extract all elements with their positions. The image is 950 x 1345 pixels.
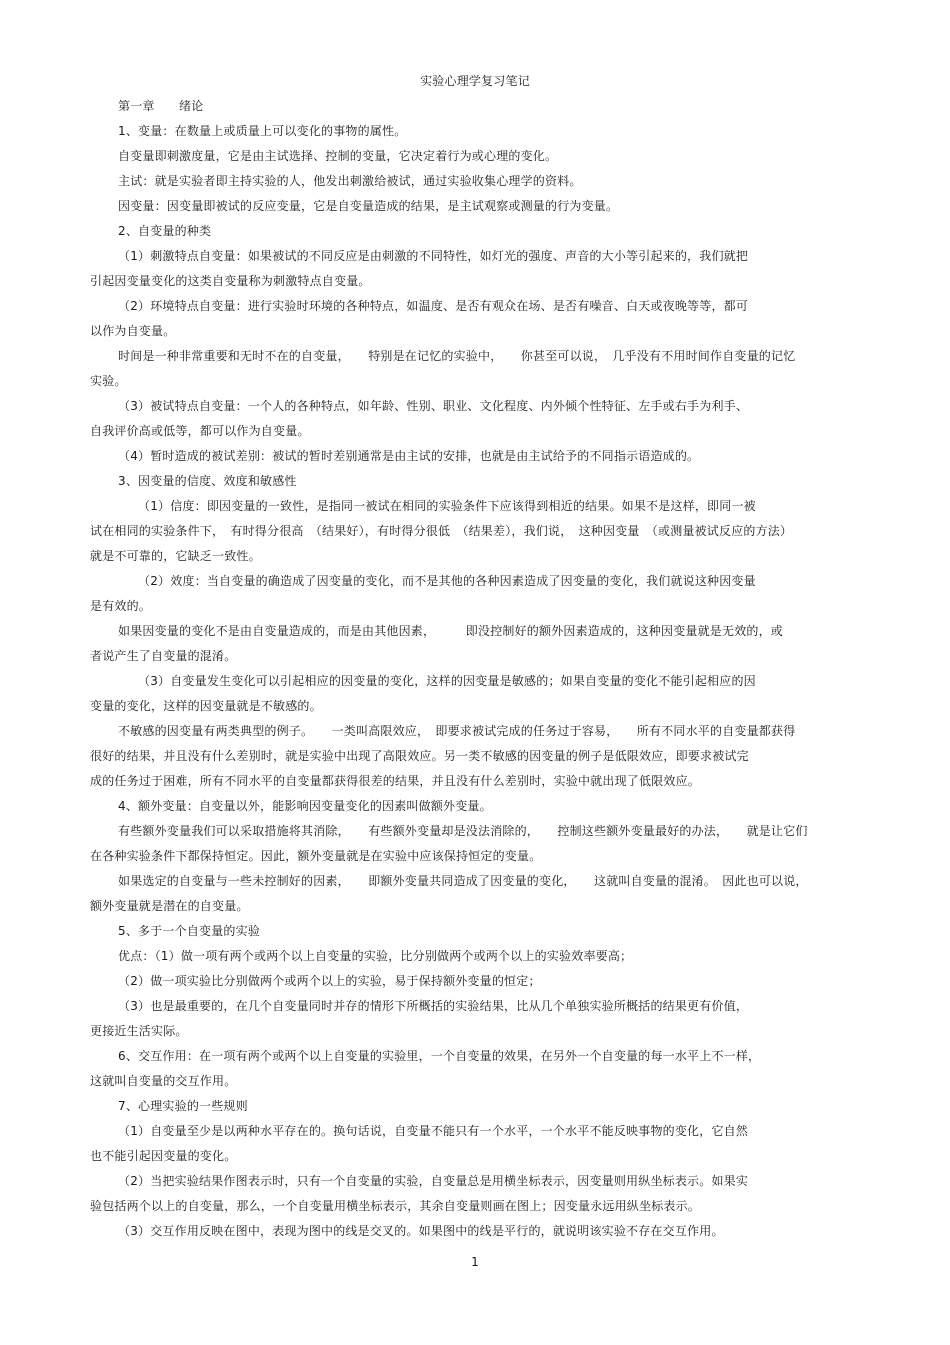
paragraph-line: （3）自变量发生变化可以引起相应的因变量的变化，这样的因变量是敏感的；如果自变量的变化不能引起相应的因 — [138, 674, 756, 688]
paragraph-line: （1）刺激特点自变量：如果被试的不同反应是由刺激的不同特性，如灯光的强度、声音的大小等引起来的，我们就把 — [118, 249, 749, 263]
paragraph-line: 更接近生活实际。 — [90, 1024, 188, 1038]
paragraph-line: （3）被试特点自变量：一个人的各种特点，如年龄、性别、职业、文化程度、内外倾个性特征、左手或右手为利手、 — [118, 399, 749, 413]
section-heading: 4、额外变量：自变量以外，能影响因变量变化的因素叫做额外变量。 — [118, 799, 492, 813]
paragraph-line: （2）做一项实验比分别做两个或两个以上的实验，易于保持额外变量的恒定； — [118, 974, 541, 988]
paragraph-line: 如果选定的自变量与一些未控制好的因素， 即额外变量共同造成了因变量的变化， 这就叫自变量的混淆。 因此也可以说， — [118, 874, 808, 888]
paragraph-line: 在各种实验条件下都保持恒定。因此，额外变量就是在实验中应该保持恒定的变量。 — [90, 849, 542, 863]
paragraph-line: 变量的变化，这样的因变量就是不敏感的。 — [90, 699, 322, 713]
paragraph-line: 成的任务过于困难，所有不同水平的自变量都获得很差的结果，并且没有什么差别时，实验中就出现了低限效应。 — [90, 774, 701, 788]
paragraph-line: （4）暂时造成的被试差别：被试的暂时差别通常是由主试的安排，也就是由主试给予的不同指示语造成的。 — [118, 449, 700, 463]
paragraph-line: （3）也是最重要的，在几个自变量同时并存的情形下所概括的实验结果，比从几个单独实验所概括的结果更有价值， — [118, 999, 749, 1013]
paragraph-line: （2）当把实验结果作图表示时，只有一个自变量的实验，自变量总是用横坐标表示，因变量则用纵坐标表示。如果实 — [118, 1174, 749, 1188]
paragraph-line: 以作为自变量。 — [90, 324, 176, 338]
paragraph-line: 有些额外变量我们可以采取措施将其消除， 有些额外变量却是没法消除的， 控制这些额外变量最好的办法， 就是让它们 — [118, 824, 808, 838]
paragraph-line: 很好的结果，并且没有什么差别时，就是实验中出现了高限效应。另一类不敏感的因变量的例子是低限效应，即要求被试完 — [90, 749, 749, 763]
section-heading: 7、心理实验的一些规则 — [118, 1099, 248, 1113]
paragraph-line: 自我评价高或低等，都可以作为自变量。 — [90, 424, 310, 438]
paragraph-line: 额外变量就是潜在的自变量。 — [90, 899, 249, 913]
document-title: 实验心理学复习笔记 — [420, 74, 530, 88]
paragraph-line: 就是不可靠的，它缺乏一致性。 — [90, 549, 261, 563]
paragraph-line: （1）信度：即因变量的一致性，是指同一被试在相同的实验条件下应该得到相近的结果。如果不是这样，即同一被 — [138, 499, 756, 513]
paragraph-line: 优点：（1）做一项有两个或两个以上自变量的实验，比分别做两个或两个以上的实验效率要高； — [118, 949, 633, 963]
section-heading: 6、交互作用：在一项有两个或两个以上自变量的实验里，一个自变量的效果，在另外一个自变量的每一水平上不一样， — [118, 1049, 761, 1063]
paragraph-line: 验包括两个以上的自变量，那么，一个自变量用横坐标表示，其余自变量则画在图上；因变量永远用纵坐标表示。 — [90, 1199, 701, 1213]
paragraph-line: （2）环境特点自变量：进行实验时环境的各种特点，如温度、是否有观众在场、是否有噪音、白天或夜晚等等，都可 — [118, 299, 749, 313]
section-heading: 2、自变量的种类 — [118, 224, 212, 238]
paragraph-line: 者说产生了自变量的混淆。 — [90, 649, 237, 663]
paragraph-line: 自变量即刺激度量，它是由主试选择、控制的变量，它决定着行为或心理的变化。 — [118, 149, 558, 163]
paragraph-line: 引起因变量变化的这类自变量称为刺激特点自变量。 — [90, 274, 371, 288]
section-heading: 5、多于一个自变量的实验 — [118, 924, 261, 938]
paragraph-line: 实验。 — [90, 374, 127, 388]
paragraph-line: 是有效的。 — [90, 599, 152, 613]
page-number: 1 — [471, 1255, 479, 1269]
paragraph-line: 主试：就是实验者即主持实验的人，他发出刺激给被试，通过实验收集心理学的资料。 — [118, 174, 582, 188]
paragraph-line: 如果因变量的变化不是由自变量造成的，而是由其他因素， 即没控制好的额外因素造成的，这种因变量就是无效的，或 — [118, 624, 784, 638]
section-heading: 3、因变量的信度、效度和敏感性 — [118, 474, 297, 488]
chapter-heading: 第一章 绪论 — [118, 99, 204, 113]
paragraph-line: （3）交互作用反映在图中，表现为图中的线是交叉的。如果图中的线是平行的，就说明该实验不存在交互作用。 — [118, 1224, 724, 1238]
paragraph-line: （2）效度：当自变量的确造成了因变量的变化，而不是其他的各种因素造成了因变量的变化，我们就说这种因变量 — [138, 574, 756, 588]
paragraph-line: 1、变量：在数量上或质量上可以变化的事物的属性。 — [118, 124, 407, 138]
paragraph-line: 不敏感的因变量有两类典型的例子。 一类叫高限效应， 即要求被试完成的任务过于容易， 所有不同水平的自变量都获得 — [118, 724, 796, 738]
paragraph-line: 也不能引起因变量的变化。 — [90, 1149, 237, 1163]
paragraph-line: 试在相同的实验条件下， 有时得分很高 （结果好），有时得分很低 （结果差），我们说， 这种因变量 （或测量被试反应的方法） — [90, 524, 793, 538]
paragraph-line: 这就叫自变量的交互作用。 — [90, 1074, 237, 1088]
paragraph-line: 因变量：因变量即被试的反应变量，它是自变量造成的结果，是主试观察或测量的行为变量。 — [118, 199, 619, 213]
paragraph-line: 时间是一种非常重要和无时不在的自变量， 特别是在记忆的实验中， 你甚至可以说， 几乎没有不用时间作自变量的记忆 — [118, 349, 796, 363]
paragraph-line: （1）自变量至少是以两种水平存在的。换句话说，自变量不能只有一个水平，一个水平不能反映事物的变化，它自然 — [118, 1124, 749, 1138]
